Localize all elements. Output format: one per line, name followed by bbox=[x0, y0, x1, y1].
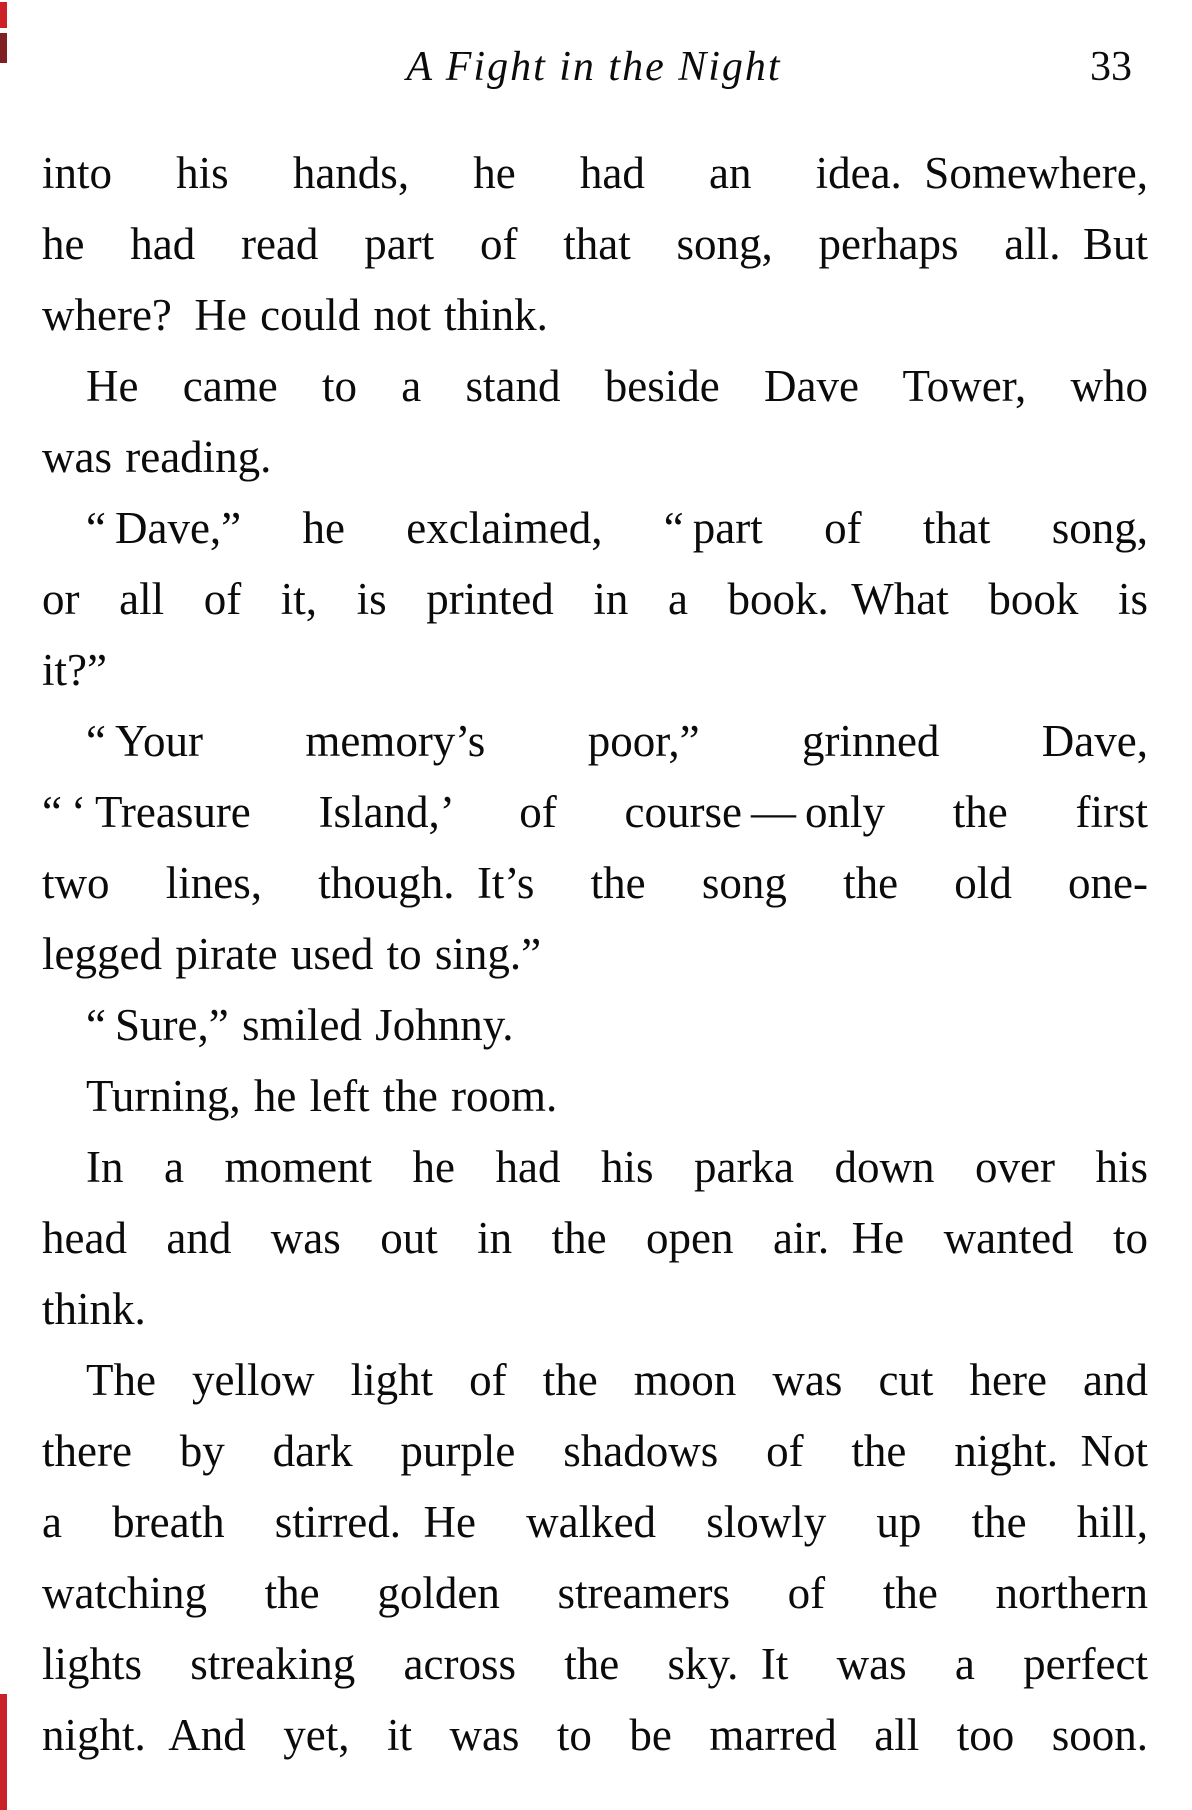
text-line: Turning, he left the room. bbox=[86, 1071, 558, 1121]
text-line: head and was out in the open air. He wanted to bbox=[42, 1213, 1148, 1263]
text-line: or all of it, is printed in a book. What book is bbox=[42, 574, 1148, 624]
text-line: In a moment he had his parka down over his bbox=[86, 1142, 1148, 1192]
text-line: night. And yet, it was to be marred all too soon. bbox=[42, 1710, 1148, 1760]
text-line: lights streaking across the sky. It was a perfect bbox=[42, 1639, 1148, 1689]
page-text bbox=[42, 138, 1148, 1771]
chapter-title: A Fight in the Night bbox=[406, 44, 782, 90]
text-line: “ Dave,” he exclaimed, “ part of that song, bbox=[86, 503, 1148, 553]
page-number: 33 bbox=[1090, 44, 1132, 90]
text-line: “ Sure,” smiled Johnny. bbox=[86, 1000, 514, 1050]
text-line: it?” bbox=[42, 645, 107, 695]
text-line: legged pirate used to sing.” bbox=[42, 929, 542, 979]
scan-edge-artifact-top bbox=[0, 2, 7, 28]
text-line: into his hands, he had an idea. Somewhere, bbox=[42, 148, 1148, 198]
running-header bbox=[40, 36, 1148, 98]
text-line: where? He could not think. bbox=[42, 290, 548, 340]
scan-edge-artifact-bottom bbox=[0, 1694, 7, 1810]
text-line: was reading. bbox=[42, 432, 272, 482]
text-line: “ ‘ Treasure Island,’ of course — only the first bbox=[42, 787, 1148, 837]
text-line: The yellow light of the moon was cut here and bbox=[86, 1355, 1148, 1405]
text-line: He came to a stand beside Dave Tower, who bbox=[86, 361, 1148, 411]
scan-edge-artifact-top-dark bbox=[0, 33, 7, 63]
text-line: think. bbox=[42, 1284, 146, 1334]
text-line: there by dark purple shadows of the night. Not bbox=[42, 1426, 1148, 1476]
text-line: “ Your memory’s poor,” grinned Dave, bbox=[86, 716, 1148, 766]
text-line: two lines, though. It’s the song the old one- bbox=[42, 858, 1148, 908]
text-line: watching the golden streamers of the northern bbox=[42, 1568, 1148, 1618]
text-line: he had read part of that song, perhaps all. But bbox=[42, 219, 1148, 269]
text-line: a breath stirred. He walked slowly up the hill, bbox=[42, 1497, 1148, 1547]
